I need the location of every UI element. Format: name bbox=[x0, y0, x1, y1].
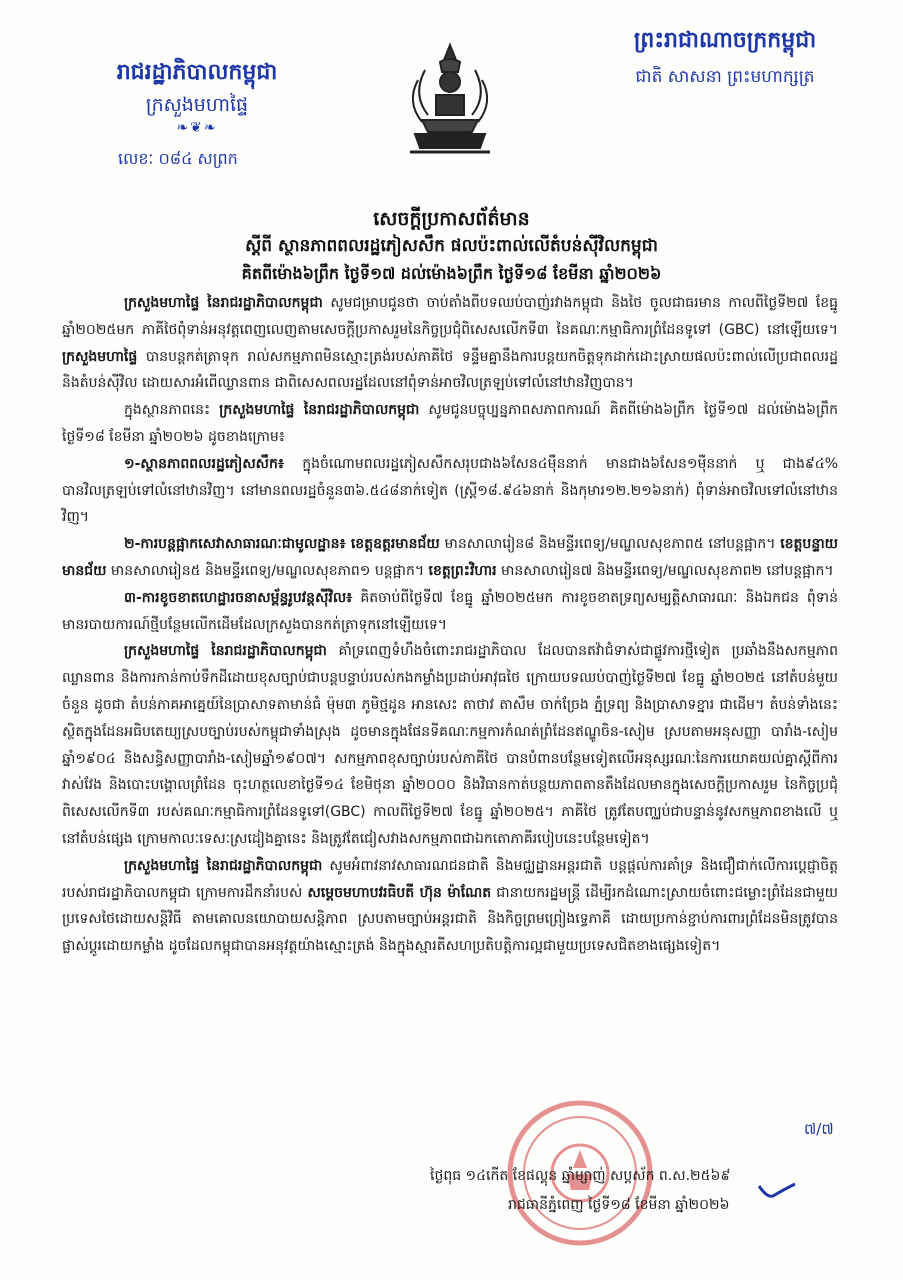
title-line-2: ស្ដីពី ស្ថានភាពពលរដ្ឋភៀសសឹក ផលប៉ះពាល់លើតំបន់ស៊ីវិលកម្ពុជា bbox=[245, 236, 658, 256]
title-line-1: សេចក្ដីប្រកាសព័ត៌មាន bbox=[373, 208, 530, 230]
body-text: គិតចាប់ពីថ្ងៃទី៧ ខែធ្នូ ឆ្នាំ២០២៥មក ការខូចខាតទ្រព្យសម្បត្តិសាធារណៈ និងឯកជន ពុំទាន់មានរបាយការណ៍ថ្មីបន្ថែមលើកដើមដែលក្រសួងបានកត់ត្រាទុកនៅឡើយទេ។ bbox=[62, 589, 838, 633]
body-text: សូមអំពាវនាវសាធារណជនជាតិ និងមជ្ឈដ្ឋានអន្តរជាតិ បន្តផ្ដល់ការគាំទ្រ និងជឿជាក់លើការប្ដេជ្ញាចិត្តរបស់រាជរដ្ឋាភិបាលកម្ពុជា ក្រោមការដឹកនាំរបស់ bbox=[62, 857, 838, 901]
bold-text: សម្ដេចមហាបវរធិបតី ហ៊ុន ម៉ាណែត bbox=[307, 884, 492, 901]
bold-text: ក្រសួងមហាផ្ទៃ bbox=[62, 348, 138, 365]
document-title bbox=[60, 205, 843, 287]
body-text: មានសាលារៀន៧ និងមន្ទីរពេទ្យ/មណ្ឌលសុខភាព២ នៅបន្តផ្អាក។ bbox=[496, 562, 834, 579]
page-marker: ៧/៧ bbox=[804, 1120, 834, 1138]
body-text: មានសាលារៀន៨ និងមន្ទីរពេទ្យ/មណ្ឌលសុខភាព៥ នៅបន្តផ្អាក។ bbox=[439, 536, 781, 553]
government-name: រាជរដ្ឋាភិបាលកម្ពុជា bbox=[116, 60, 278, 85]
bold-text: ២-ការបន្តផ្អាកសេវាសាធារណៈជាមូលដ្ឋាន៖ ខេត្តឧត្ដរមានជ័យ bbox=[124, 536, 440, 553]
bold-text: ៣-ការខូចខាតហេដ្ឋារចនាសម្ព័ន្ធរូបវន្តស៊ីវិល៖ bbox=[124, 589, 353, 606]
body-text: ក្នុងស្ថានភាពនេះ bbox=[124, 402, 220, 419]
title-line-3: គិតពីម៉ោង៦ព្រឹក ថ្ងៃទី១៧ ដល់ម៉ោង៦ព្រឹក ថ្ងៃទី១៨ ខែមីនា ឆ្នាំ២០២៦ bbox=[241, 264, 662, 283]
bold-text: ក្រសួងមហាផ្ទៃ នៃរាជរដ្ឋាភិបាលកម្ពុជា bbox=[219, 402, 420, 419]
body-text: ជានាយករដ្ឋមន្ត្រី ដើម្បីរកដំណោះស្រាយចំពោះជម្លោះព្រំដែនជាមួយប្រទេសថៃដោយសន្តិវិធី តាមគោលនយោបាយសន្តិភាព ស្របតាមច្បាប់អន្តរជាតិ និងកិច្ចព្រមព្រៀងទ្វេភាគី ដោយប្រកាន់ខ្ជាប់ការពារព្រំដែនមិនត្រូវបានផ្លាស់ប្ដូរដោយកម្លាំង ដូចដែលកម្ពុជាបានអនុវត្តយ៉ាងស្មោះត្រង់ និងក្នុងស្មារតីសហប្រតិបត្តិការល្អជាមួយប្រទេសជិតខាងផ្សេងទៀត។ bbox=[62, 884, 839, 955]
signature-mark-icon bbox=[757, 1182, 797, 1200]
ministry-name: ក្រសួងមហាផ្ទៃ bbox=[145, 94, 249, 116]
body-text: ក្នុងចំណោមពលរដ្ឋភៀសសឹកសរុបជាង៦សែន៤ម៉ឺននាក់ មានជាង៦សែន១ម៉ឺននាក់ ឬ ជាង៩៤% បានវិលត្រឡប់ទៅលំនៅឋានវិញ។ នៅមានពលរដ្ឋចំនួន៣៦.៥៤៨នាក់ទៀត (ស្ត្រី១៨.៩៤៦នាក់ និងកុមារ១២.២១៦នាក់) ពុំទាន់អាចវិលទៅលំនៅឋានវិញ។ bbox=[62, 455, 838, 526]
body-text: បានបន្តកត់ត្រាទុក រាល់សកម្មភាពមិនស្មោះត្រង់របស់ភាគីថៃ ទន្ទឹមគ្នានឹងការបន្តយកចិត្តទុកដាក់ដោះស្រាយផលប៉ះពាល់លើប្រជាពលរដ្ឋ និងតំបន់ស៊ីវិល ដោយសារអំពើឈ្លានពាន ជាពិសេសពលរដ្ឋដែលនៅពុំទាន់អាចវិលត្រឡប់ទៅលំនៅឋានវិញបាន។ bbox=[62, 348, 838, 392]
bold-text: ក្រសួងមហាផ្ទៃ នៃរាជរដ្ឋាភិបាលកម្ពុជា bbox=[124, 857, 323, 874]
bold-text: ក្រសួងមហាផ្ទៃ នៃរាជរដ្ឋាភិបាលកម្ពុជា bbox=[124, 295, 323, 311]
body-text: គាំទ្រពេញទំហឹងចំពោះរាជរដ្ឋាភិបាល ដែលបានតវ៉ាជំទាស់ជាផ្លូវការថ្មីទៀត ប្រឆាំងនឹងសកម្មភាពឈ្លានពាន និងការកាន់កាប់ទឹកដីដោយខុសច្បាប់ជាបន្តបន្ទាប់របស់កងកម្លាំងប្រដាប់អាវុធថៃ ក្រោយបទឈប់បាញ់ថ្ងៃទី២៧ ខែធ្នូ ឆ្នាំ២០២៥ នៅតំបន់មួយចំនួន ដូចជា តំបន់ភាគអាគ្នេយ៍នៃប្រាសាទតាមាន់ធំ ម៉ុម៣ ភូមិថ្មដូន អានសេះ តាថាវ តាសឹម ចាក់ច្រែង ភ្នំទ្រព្យ និងប្រាសាទខ្នារ ជាដើម។ តំបន់ទាំងនេះ ស្ថិតក្នុងដែនអធិបតេយ្យស្របច្បាប់របស់កម្ពុជាទាំងស្រុង ដូចមានក្នុងផែនទីគណៈកម្មការកំណត់ព្រំដែនឥណ្ឌូចិន-សៀម ស្របតាមអនុសញ្ញា បារាំង-សៀម ឆ្នាំ១៩០៤ និងសន្ធិសញ្ញាបារាំង-សៀមឆ្នាំ១៩០៧។ សកម្មភាពខុសច្បាប់របស់ភាគីថៃ បានបំពានបន្ថែមទៀតលើអនុស្សរណៈនៃការយោគយល់គ្នាស្ដីពីការវាស់វែង និងបោះបង្គោលព្រំដែន ចុះហត្ថលេខាថ្ងៃទី១៤ ខែមិថុនា ឆ្នាំ២០០០ និងវិធានកាត់បន្ថយភាពតានតឹងដែលមានក្នុងសេចក្ដីប្រកាសរួម នៃកិច្ចប្រជុំពិសេសលើកទី៣ របស់គណៈកម្មាធិការព្រំដែនទូទៅ(GBC) កាលពីថ្ងៃទី២៧ ខែធ្នូ ឆ្នាំ២០២៥។ ភាគីថៃ ត្រូវតែបញ្ឈប់ជាបន្ទាន់នូវសកម្មភាពខាងលើ ឬ នៅតំបន់ផ្សេង ក្រោមកាលៈទេសៈស្រដៀងគ្នានេះ និងត្រូវតែជៀសវាងសកម្មភាពជាឯកតោភាគីរបៀបនេះបន្ថែមទៀត។ bbox=[62, 643, 838, 847]
paragraph-intro bbox=[62, 290, 838, 397]
lunar-date: ថ្ងៃពុធ ១៤កើត ខែផល្គុន ឆ្នាំម្សាញ់ សប្តស័ក ព.ស.២៥៦៩ bbox=[430, 1168, 731, 1184]
paragraph-situation bbox=[62, 397, 838, 451]
header-left bbox=[92, 58, 302, 136]
paragraph-damage bbox=[62, 585, 838, 639]
body-text: សូមជម្រាបជូនថា ចាប់តាំងពីបទឈប់បាញ់រវាងកម្ពុជា និងថៃ ចូលជាធរមាន កាលពីថ្ងៃទី២៧ ខែធ្នូ ឆ្នាំ២០២៥មក ភាគីថៃពុំទាន់អនុវត្តពេញលេញតាមសេចក្ដីប្រកាសរួមនៃកិច្ចប្រជុំពិសេសលើកទី៣ នៃគណៈកម្មាធិការព្រំដែនទូទៅ (GBC) នៅឡើយទេ។ bbox=[62, 295, 839, 338]
national-motto: ជាតិ សាសនា ព្រះមហាក្សត្រ bbox=[635, 67, 815, 87]
reference-number: លេខៈ ០៨៤ សព្រក bbox=[118, 149, 238, 168]
header-right bbox=[600, 26, 850, 90]
ornament: ❧❦❧ bbox=[176, 120, 218, 136]
paragraph-appeal bbox=[62, 853, 838, 960]
body-text: សូមជូនបច្ចុប្បន្នភាពសភាពការណ៍ គិតពីម៉ោង៦ព្រឹក ថ្ងៃទី១៧ ដល់ម៉ោង៦ព្រឹក ថ្ងៃទី១៨ ខែមីនា ឆ្នាំ២០២៦ ដូចខាងក្រោម៖ bbox=[62, 402, 838, 445]
bold-text: ខេត្តព្រះវិហារ bbox=[428, 562, 497, 579]
body-text: មានសាលារៀន៥ និងមន្ទីរពេទ្យ/មណ្ឌលសុខភាព១ បន្តផ្អាក។ bbox=[106, 562, 429, 579]
bold-text: ១-ស្ថានភាពពលរដ្ឋភៀសសឹក៖ bbox=[124, 455, 285, 472]
paragraph-public-services bbox=[62, 531, 838, 585]
document-body bbox=[62, 290, 838, 960]
bold-text: ក្រសួងមហាផ្ទៃ នៃរាជរដ្ឋាភិបាលកម្ពុជា bbox=[124, 643, 327, 660]
paragraph-support bbox=[62, 638, 838, 852]
bold-text: ខេត្តបន្ទាយមានជ័យ bbox=[62, 536, 838, 579]
kingdom-name: ព្រះរាជាណាចក្រកម្ពុជា bbox=[633, 28, 817, 53]
solar-date: រាជធានីភ្នំពេញ ថ្ងៃទី១៨ ខែមីនា ឆ្នាំ២០២៦ bbox=[508, 1197, 730, 1213]
paragraph-refugees bbox=[62, 451, 838, 531]
royal-emblem-icon bbox=[400, 40, 500, 160]
